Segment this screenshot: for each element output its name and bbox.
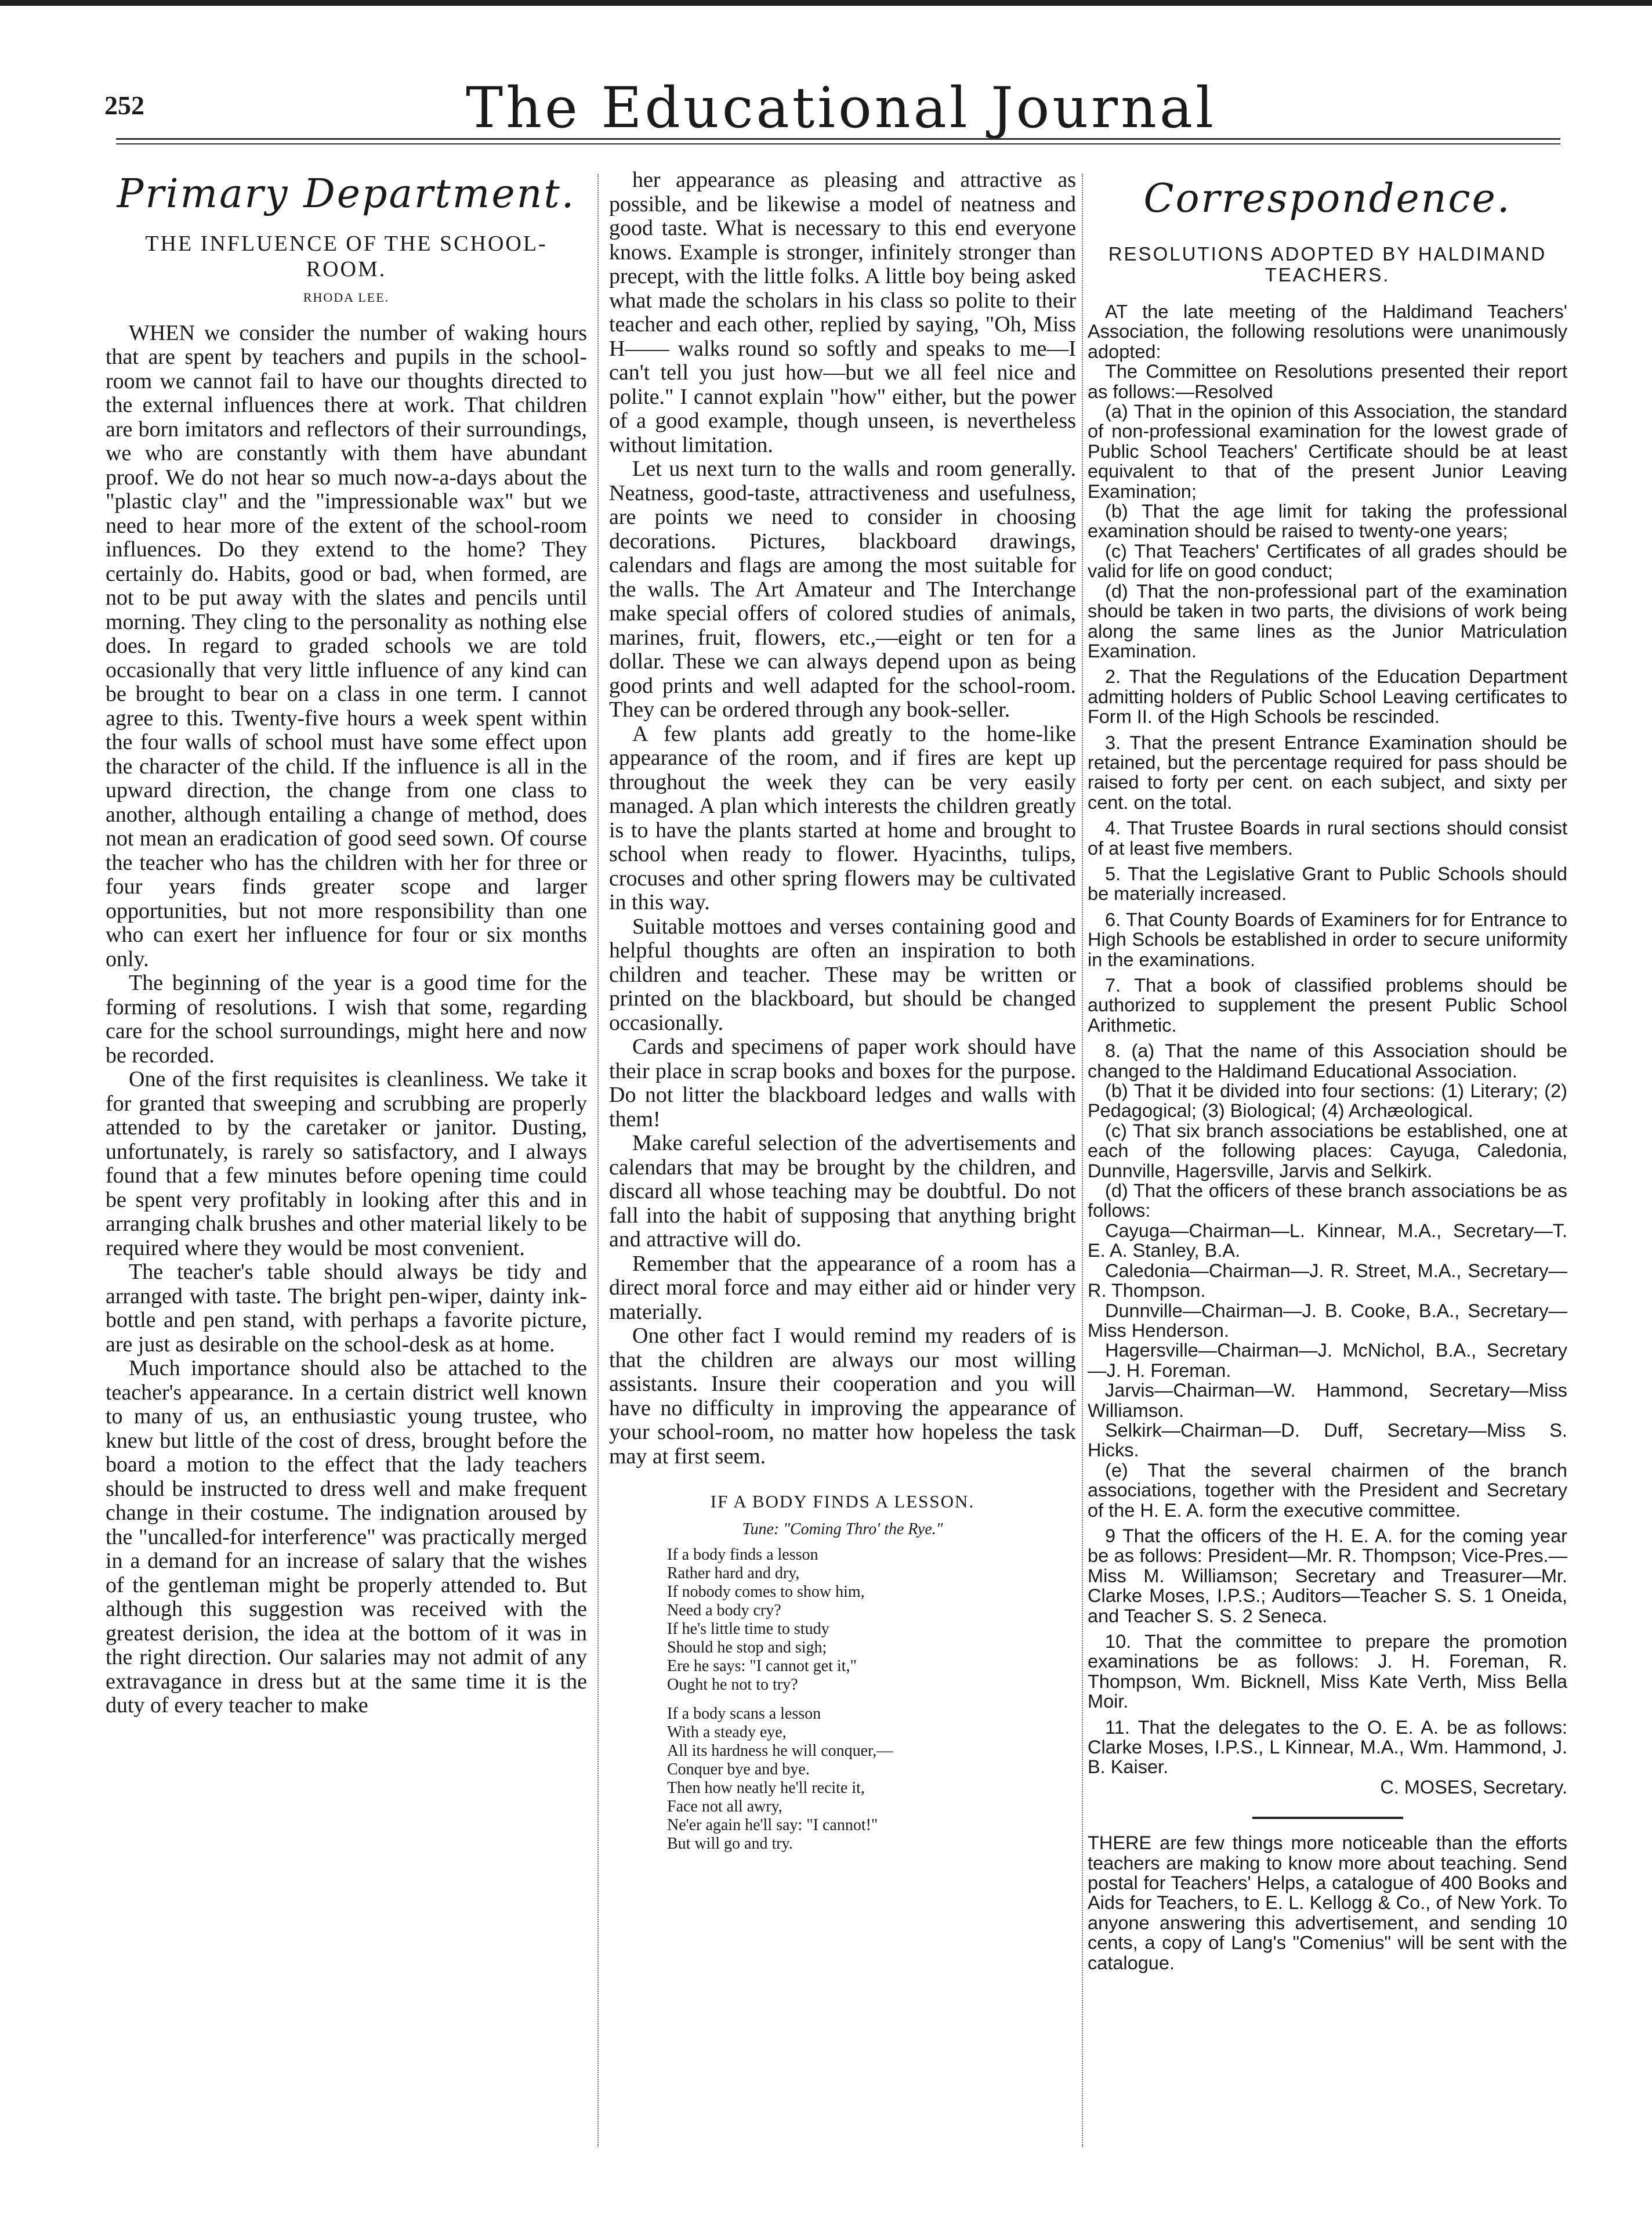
column-divider [1082, 174, 1083, 2147]
page-number: 252 [104, 91, 144, 120]
section-title-primary: Primary Department. [117, 171, 576, 217]
poem-line: If a body scans a lesson [667, 1705, 821, 1723]
poem-line: If a body finds a lesson [667, 1546, 818, 1564]
resolution-paragraph: (e) That the several chairmen of the branch associations, together with the President and Secretary of the H. E. A. form the executive committee. [1088, 1459, 1567, 1521]
section-divider [1252, 1817, 1403, 1819]
resolution-paragraph: (b) That the age limit for taking the professional examination should be raised to twenty-one years; [1088, 501, 1567, 542]
journal-title: The Educational Journal [466, 75, 1216, 140]
officer-entry: Jarvis—Chairman—W. Hammond, Secretary—Miss Williamson. [1088, 1380, 1567, 1421]
resolution-paragraph: (b) That it be divided into four sections: (1) Literary; (2) Pedagogical; (3) Biological; (4) Archæological. [1088, 1080, 1567, 1122]
resolution-paragraph: 10. That the committee to prepare the promotion examinations be as follows: J. H. Foreman, R. Thompson, Wm. Bicknell, Miss Kate Verth, Miss Bella Moir. [1088, 1631, 1567, 1712]
poem-line: But will go and try. [667, 1835, 793, 1853]
poem-line: Then how neatly he'll recite it, [667, 1779, 865, 1797]
paragraph: Remember that the appearance of a room has a direct moral force and may either aid or hinder very materially. [609, 1251, 1076, 1324]
poem-tune: Tune: "Coming Thro' the Rye." [742, 1520, 943, 1538]
officer-entry: Dunnville—Chairman—J. B. Cooke, B.A., Secretary—Miss Henderson. [1088, 1300, 1567, 1341]
paragraph: Make careful selection of the advertisements and calendars that may be brought by the children, and discard all whose teaching may be doubtful. Do not fall into the habit of supposing that anything bright and attractive will do. [609, 1131, 1076, 1252]
poem-stanza [667, 1546, 1076, 1694]
resolution-paragraph: 2. That the Regulations of the Education Department admitting holders of Public School Leaving certificates to Form II. of the High Schools be rescinded. [1088, 666, 1567, 728]
page-top-edge [0, 0, 1652, 6]
paragraph: The teacher's table should always be tidy and arranged with taste. The bright pen-wiper, dainty ink-bottle and pen stand, with perhaps a favorite picture, are just as desirable on the school-desk as at home. [106, 1260, 587, 1357]
paragraph: her appearance as pleasing and attractive as possible, and be likewise a model of neatness and good taste. What is necessary to this end everyone knows. Example is stronger, infinitely stronger than precept, with the little folks. A little boy being asked what made the scholars in his class so polite to their teacher and each other, replied by saying, "Oh, Miss H—— walks round so softly and speaks to me—I can't tell you just how—but we all feel nice and polite." I cannot explain "how" either, but the power of a good example, though unseen, is nevertheless without limitation. [609, 168, 1076, 457]
resolution-paragraph: (d) That the officers of these branch associations be as follows: [1088, 1180, 1567, 1221]
officer-entry: Selkirk—Chairman—D. Duff, Secretary—Miss S. Hicks. [1088, 1419, 1567, 1461]
paragraph: WHEN we consider the number of waking hours that are spent by teachers and pupils in the school-room we cannot fail to have our thoughts directed to the external influences there at work. That children are born imitators and reflectors of their surroundings, we who are constantly with them have abundant proof. We do not hear so much now-a-days about the "plastic clay" and the "impressionable wax" but we need to hear more of the extent of the school-room influences. Do they extend to the home? They certainly do. Habits, good or bad, when formed, are not to be put away with the slates and pencils until morning. They cling to the personality as nothing else does. In regard to graded schools we are told occasionally that very little influence of any kind can be brought to bear on a class in one term. I cannot agree to this. Twenty-five hours a week spent within the four walls of school must have some effect upon the character of the child. If the influence is all in the upward direction, the change from one class to another, although entailing a change of method, does not mean an eradication of good seed sown. Of course the teacher who has the children with her for three or four years finds greater scope and larger opportunities, but not more responsibility than one who can exert her influence for four or six months only. [106, 320, 587, 971]
poem-line: Should he stop and sigh; [667, 1639, 827, 1657]
page-header [104, 75, 1578, 139]
column-divider [597, 174, 599, 2147]
column-correspondence [1088, 168, 1567, 1979]
poem-line: Ne'er again he'll say: "I cannot!" [667, 1816, 878, 1834]
paragraph: One of the first requisites is cleanliness. We take it for granted that sweeping and scrubbing are properly attended to by the caretaker or janitor. Dusting, unfortunately, is rarely so satisfactory, and I always found that a few minutes before opening time could be spent very profitably in looking after this and in arranging chalk brushes and other material likely to be required where they would be most convenient. [106, 1067, 587, 1260]
resolution-paragraph: 3. That the present Entrance Examination should be retained, but the percentage required for pass should be raised to forty per cent. on each subject, and sixty per cent. on the total. [1088, 732, 1567, 813]
section-title-correspondence: Correspondence. [1143, 176, 1512, 222]
poem-stanza [667, 1705, 1076, 1853]
poem-line: Ought he not to try? [667, 1676, 798, 1694]
paragraph: Suitable mottoes and verses containing good and helpful thoughts are often an inspiration to both children and teacher. These may be written or printed on the blackboard, but should be changed occasionally. [609, 914, 1076, 1035]
article-byline: RHODA LEE. [303, 290, 390, 305]
resolution-paragraph: 9 That the officers of the H. E. A. for the coming year be as follows: President—Mr. R. Thompson; Vice-Pres.—Miss M. Williamson; Secretary and Treasurer—Mr. Clarke Moses, I.P.S.; Auditors—Teacher S. S. 1 Oneida, and Teacher S. S. 2 Seneca. [1088, 1525, 1567, 1626]
article-title: THE INFLUENCE OF THE SCHOOL-ROOM. [145, 232, 548, 281]
paragraph: One other fact I would remind my readers of is that the children are always our most willing assistants. Insure their cooperation and you will have no difficulty in improving the appearance of your school-room, no matter how hopeless the task may at first seem. [609, 1324, 1076, 1469]
resolution-paragraph: (a) That in the opinion of this Association, the standard of non-professional examination for the lowest grade of Public School Teachers' Certificate should be at least equivalent to that of the present Junior Leaving Examination; [1088, 401, 1567, 502]
resolution-paragraph: 11. That the delegates to the O. E. A. be as follows: Clarke Moses, I.P.S., L Kinnear, M.A., Wm. Hammond, J. B. Kaiser. [1088, 1716, 1567, 1778]
officer-entry: Cayuga—Chairman—L. Kinnear, M.A., Secretary—T. E. A. Stanley, B.A. [1088, 1220, 1567, 1261]
resolution-paragraph: 7. That a book of classified problems should be authorized to supplement the present Public School Arithmetic. [1088, 975, 1567, 1036]
officer-entry: Caledonia—Chairman—J. R. Street, M.A., Secretary—R. Thompson. [1088, 1260, 1567, 1301]
officer-entry: Hagersville—Chairman—J. McNichol, B.A., Secretary—J. H. Foreman. [1088, 1340, 1567, 1381]
resolution-paragraph: (c) That six branch associations be established, one at each of the following places: Cayuga, Caledonia, Dunnville, Hagersville, Jarvis and Selkirk. [1088, 1120, 1567, 1181]
poem-line: All its hardness he will conquer,— [667, 1742, 893, 1760]
paragraph: Cards and specimens of paper work should have their place in scrap books and boxes for the purpose. Do not litter the blackboard ledges and walls with them! [609, 1035, 1076, 1131]
resolution-paragraph: 4. That Trustee Boards in rural sections should consist of at least five members. [1088, 818, 1567, 859]
column-primary-department [106, 168, 587, 1718]
poem-line: If nobody comes to show him, [667, 1583, 865, 1601]
poem-line: Rather hard and dry, [667, 1564, 800, 1582]
paragraph: Let us next turn to the walls and room generally. Neatness, good-taste, attractiveness and usefulness, are points we need to consider in choosing decorations. Pictures, blackboard drawings, calendars and flags are among the most suitable for the walls. The Art Amateur and The Interchange make special offers of colored studies of animals, marines, fruit, flowers, etc.,—eight or ten for a dollar. These we can always depend upon as being good prints and well adapted for the school-room. They can be ordered through any book-seller. [609, 457, 1076, 722]
poem-title: IF A BODY FINDS A LESSON. [710, 1491, 975, 1512]
resolution-paragraph: 8. (a) That the name of this Association should be changed to the Haldimand Educational Association. [1088, 1040, 1567, 1082]
notice-text: THERE are few things more noticeable than the efforts teachers are making to know more about teaching. Send postal for Teachers' Helps, a catalogue of 400 Books and Aids for Teachers, to E. L. Kellogg & Co., of New York. To anyone answering this advertisement, and sending 10 cents, a copy of Lang's "Comenius" will be sent with the catalogue. [1088, 1832, 1567, 1973]
resolution-paragraph: 5. That the Legislative Grant to Public Schools should be materially increased. [1088, 863, 1567, 905]
poem-line: Face not all awry, [667, 1798, 782, 1816]
poem-line: Conquer bye and bye. [667, 1760, 810, 1778]
article-title: RESOLUTIONS ADOPTED BY HALDIMAND TEACHERS. [1108, 243, 1547, 285]
signature: C. MOSES, Secretary. [1380, 1776, 1567, 1798]
poem-line: Need a body cry? [667, 1601, 781, 1619]
resolution-paragraph: AT the late meeting of the Haldimand Teachers' Association, the following resolutions were unanimously adopted: [1088, 301, 1567, 362]
resolution-paragraph: (c) That Teachers' Certificates of all grades should be valid for life on good conduct; [1088, 540, 1567, 582]
paragraph: A few plants add greatly to the home-like appearance of the room, and if fires are kept up throughout the week they can be very easily managed. A plan which interests the children greatly is to have the plants started at home and brought to school when ready to flower. Hyacinths, tulips, crocuses and other spring flowers may be cultivated in this way. [609, 721, 1076, 914]
poem [667, 1546, 1076, 1853]
paragraph: The beginning of the year is a good time for the forming of resolutions. I wish that some, regarding care for the school surroundings, might here and now be recorded. [106, 971, 587, 1068]
resolution-paragraph: (d) That the non-professional part of the examination should be taken in two parts, the divisions of work being along the same lines as the Junior Matriculation Examination. [1088, 580, 1567, 661]
paragraph: Much importance should also be attached to the teacher's appearance. In a certain district well known to many of us, an enthusiastic young trustee, who knew but little of the cost of dress, brought before the board a motion to the effect that the lady teachers should be instructed to dress well and make frequent change in their costume. The indignation aroused by the "uncalled-for interference" was practically merged in a demand for an increase of salary that the wishes of the gentleman might be properly attended to. But although this suggestion was received with the greatest derision, the idea at the bottom of it was in the right direction. Our salaries may not admit of any extravagance in dress but at the same time it is the duty of every teacher to make [106, 1356, 587, 1717]
resolution-paragraph: 6. That County Boards of Examiners for for Entrance to High Schools be established in order to secure uniformity in the examinations. [1088, 909, 1567, 970]
poem-line: If he's little time to study [667, 1620, 829, 1638]
poem-line: Ere he says: "I cannot get it," [667, 1657, 857, 1675]
header-rule [116, 138, 1560, 144]
poem-line: With a steady eye, [667, 1723, 787, 1741]
resolution-paragraph: The Committee on Resolutions presented their report as follows:—Resolved [1088, 361, 1567, 402]
advertisement-notice [1088, 1833, 1567, 1973]
column-primary-continued [609, 168, 1076, 1864]
